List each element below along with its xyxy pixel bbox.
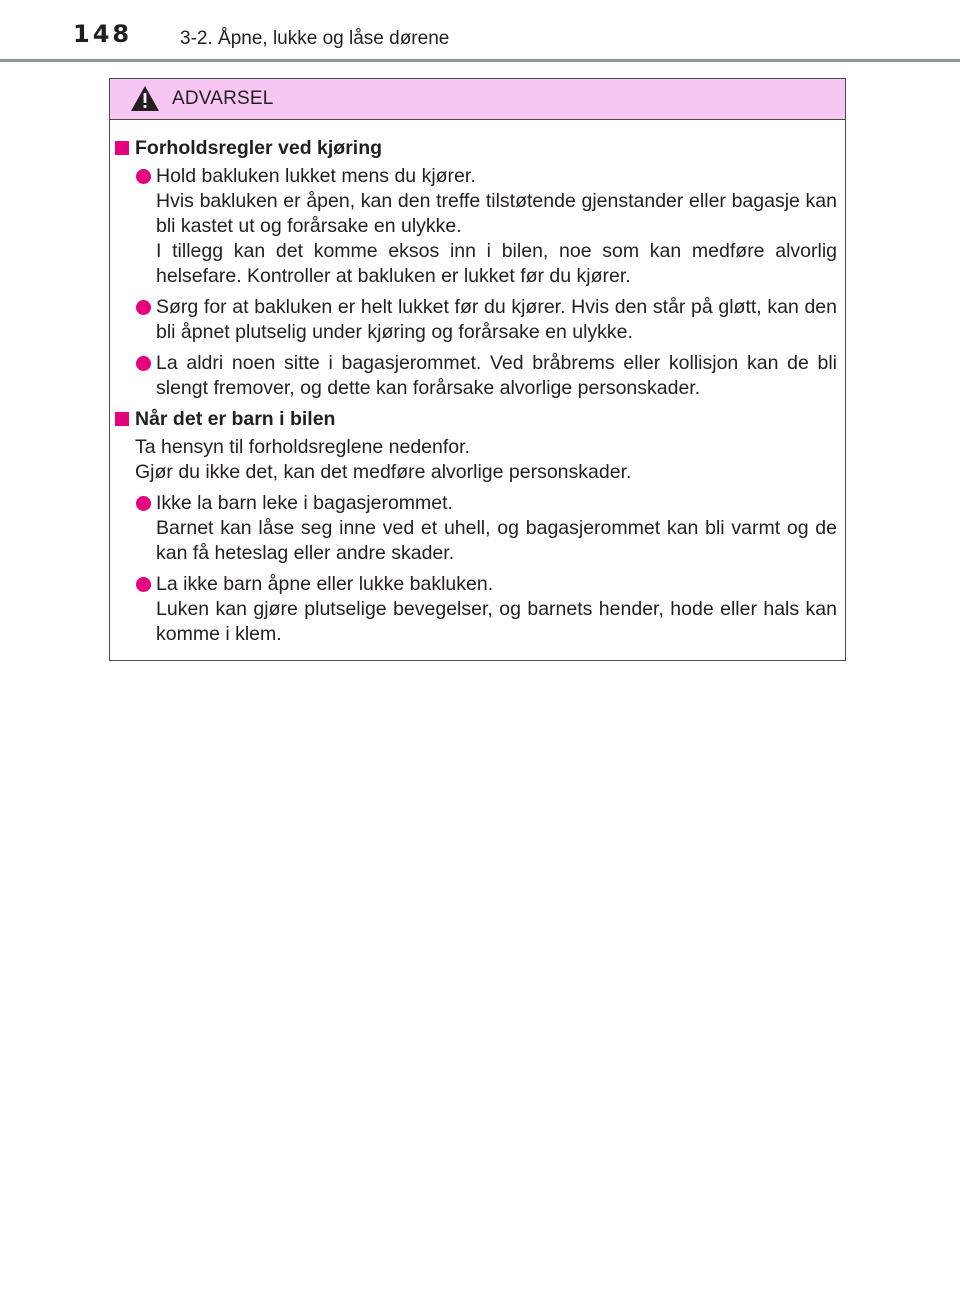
header-rule bbox=[0, 59, 960, 62]
item-line: Luken kan gjøre plutselige bevegelser, og barnets hender, hode eller hals kan komme i klem. bbox=[156, 598, 837, 645]
item-line: I tillegg kan det komme eksos inn i bilen, noe som kan medføre alvorlig helsefare. Kontroller at bakluken er lukket før du kjører. bbox=[156, 240, 837, 287]
section-intro bbox=[110, 435, 845, 485]
item-line: Hvis bakluken er åpen, kan den treffe tilstøtende gjenstander eller bagasje kan bli kastet ut og forårsake en ulykke. bbox=[156, 190, 837, 237]
section-heading-text: Forholdsregler ved kjøring bbox=[135, 137, 383, 159]
warning-box bbox=[109, 78, 846, 661]
circle-bullet-icon bbox=[136, 577, 151, 592]
circle-bullet-icon bbox=[136, 496, 151, 511]
square-bullet-icon bbox=[115, 141, 129, 155]
intro-line: Gjør du ikke det, kan det medføre alvorlige personskader. bbox=[135, 461, 632, 483]
list-item bbox=[110, 295, 845, 345]
item-line: Ikke la barn leke i bagasjerommet. bbox=[156, 492, 453, 514]
list-item bbox=[110, 572, 845, 647]
section-heading bbox=[110, 136, 845, 161]
intro-line: Ta hensyn til forholdsreglene nedenfor. bbox=[135, 436, 470, 458]
list-item bbox=[110, 351, 845, 401]
circle-bullet-icon bbox=[136, 356, 151, 371]
warning-title: ADVARSEL bbox=[172, 88, 274, 109]
warning-triangle-icon bbox=[130, 85, 160, 112]
list-item bbox=[110, 491, 845, 566]
section-heading-text: Når det er barn i bilen bbox=[135, 408, 336, 430]
list-item bbox=[110, 164, 845, 289]
warning-header bbox=[110, 79, 845, 120]
item-line: La ikke barn åpne eller lukke bakluken. bbox=[156, 573, 494, 595]
warning-content bbox=[110, 136, 845, 653]
item-line: Barnet kan låse seg inne ved et uhell, og bagasjerommet kan bli varmt og de kan få heteslag eller andre skader. bbox=[156, 517, 837, 564]
page-number: 148 bbox=[73, 20, 133, 48]
item-line: La aldri noen sitte i bagasjerommet. Ved bråbrems eller kollisjon kan de bli slengt fremover, og dette kan forårsake alvorlige personskader. bbox=[156, 352, 837, 399]
circle-bullet-icon bbox=[136, 300, 151, 315]
page-header bbox=[0, 0, 960, 62]
circle-bullet-icon bbox=[136, 169, 151, 184]
item-line: Sørg for at bakluken er helt lukket før du kjører. Hvis den står på gløtt, kan den bli åpnet plutselig under kjøring og forårsake en ulykke. bbox=[156, 296, 837, 343]
square-bullet-icon bbox=[115, 412, 129, 426]
item-line: Hold bakluken lukket mens du kjører. bbox=[156, 165, 476, 187]
section-heading bbox=[110, 407, 845, 432]
section-title: 3-2. Åpne, lukke og låse dørene bbox=[180, 28, 450, 49]
